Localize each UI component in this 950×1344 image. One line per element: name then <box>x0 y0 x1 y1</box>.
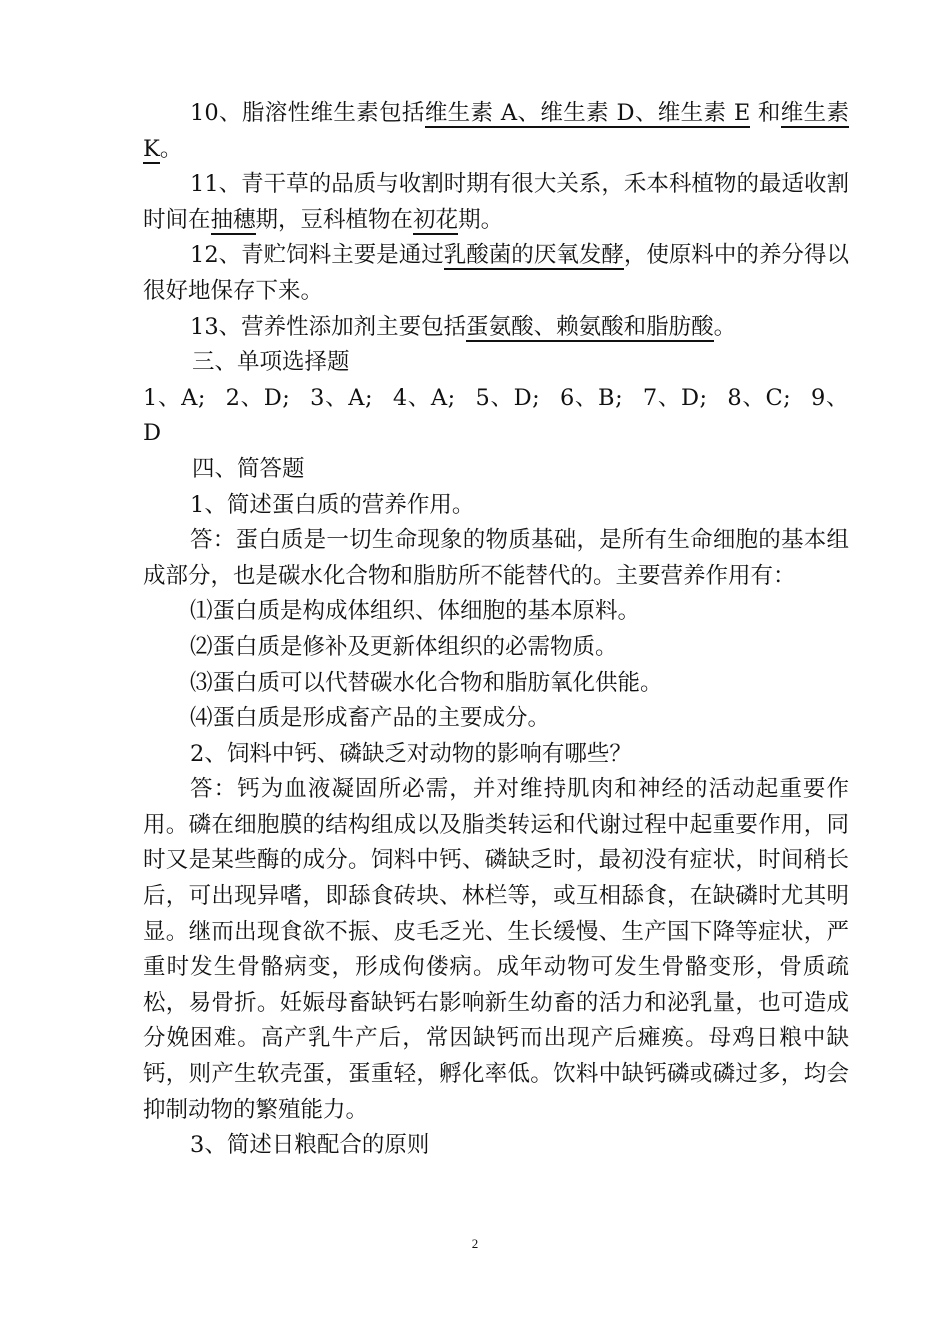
answer-1-item: ⑵蛋白质是修补及更新体组织的必需物质。 <box>190 633 618 660</box>
item-text: ，使原料中的养分得以很好地保存下来。 <box>143 242 849 304</box>
section-heading-single-choice: 三、单项选择题 <box>192 349 350 376</box>
answer-underlined: 乳酸菌的厌氧发酵 <box>443 242 624 269</box>
page-content <box>143 96 849 1164</box>
section-heading-short-answer: 四、简答题 <box>192 455 305 482</box>
answer-1-item: ⑶蛋白质可以代替碳水化合物和脂肪氧化供能。 <box>190 669 663 696</box>
fill-in-item-10 <box>143 96 849 167</box>
answer-2: 答：钙为血液凝固所必需，并对维持肌肉和神经的活动起重要作用。磷在细胞膜的结构组成以及脂类转运和代谢过程中起重要作用，同时又是某些酶的成分。饲料中钙、磷缺乏时，最初没有症状，时间稍长后，可出现异嗜，即舔食砖块、林栏等，或互相舔食，在缺磷时尤其明显。继而出现食欲不振、皮毛乏光、生长缓慢、生产国下降等症状，严重时发生骨骼病变，形成佝偻病。成年动物可发生骨骼变形，骨质疏松，易骨折。妊娠母畜缺钙右影响新生幼畜的活力和泌乳量，也可造成分娩困难。高产乳牛产后，常因缺钙而出现产后瘫痪。母鸡日粮中缺钙，则产生软壳蛋，蛋重轻，孵化率低。饮料中缺钙磷或磷过多，均会抑制动物的繁殖能力。 <box>143 776 849 1123</box>
answer-underlined: 蛋氨酸、赖氨酸和脂肪酸 <box>466 313 714 340</box>
fill-in-item-13 <box>143 310 849 346</box>
answer-1-item: ⑴蛋白质是构成体组织、体细胞的基本原料。 <box>190 598 641 625</box>
item-text: 10、脂溶性维生素包括 <box>190 100 425 126</box>
item-text: 11、青干草的品质与收割时期有很大关系，禾本科植物的最适收割时间在 <box>143 171 849 233</box>
item-text: 期。 <box>458 206 504 233</box>
question-1: 1、简述蛋白质的营养作用。 <box>190 491 475 518</box>
item-text: 。 <box>713 313 737 340</box>
choice-answers: 1、A; 2、D; 3、A; 4、A; 5、D; 6、B; 7、D; 8、C; 9、D <box>143 384 849 447</box>
answer-1: 答：蛋白质是一切生命现象的物质基础，是所有生命细胞的基本组成部分，也是碳水化合物和脂肪所不能替代的。主要营养作用有： <box>143 527 849 589</box>
question-2: 2、饲料中钙、磷缺乏对动物的影响有哪些？ <box>190 740 632 767</box>
answer-underlined: 维生素 K <box>143 100 849 162</box>
item-text: 13、营养性添加剂主要包括 <box>190 313 467 340</box>
answer-underlined: 抽穗 <box>210 206 256 233</box>
page-number: 2 <box>471 1236 479 1251</box>
answer-underlined: 初花 <box>413 206 459 233</box>
item-text: 12、青贮饲料主要是通过 <box>190 242 444 269</box>
answer-1-item: ⑷蛋白质是形成畜产品的主要成分。 <box>190 705 551 732</box>
question-3: 3、简述日粮配合的原则 <box>190 1132 430 1159</box>
item-text: 。 <box>159 135 183 162</box>
fill-in-item-12 <box>143 238 849 309</box>
fill-in-item-11 <box>143 167 849 238</box>
answer-underlined: 维生素 A、维生素 D、维生素 E <box>424 100 751 126</box>
item-text: 和 <box>750 100 781 126</box>
item-text: 期，豆科植物在 <box>255 206 414 233</box>
